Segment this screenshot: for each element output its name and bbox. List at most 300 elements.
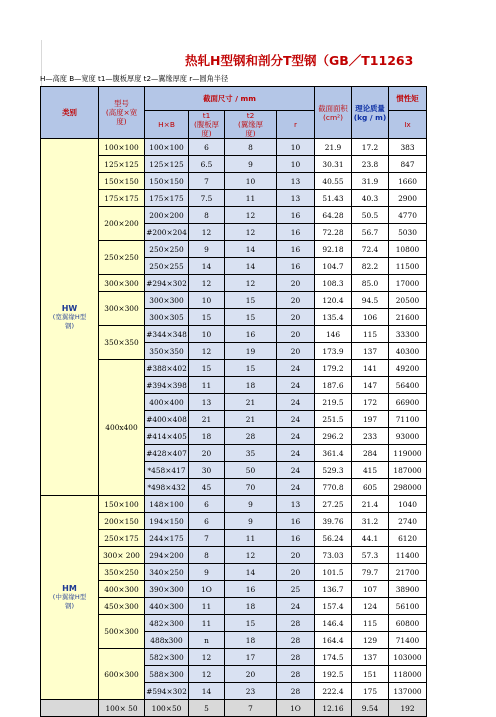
r-cell: 16 [277,241,315,258]
mass-cell: 115 [352,615,389,632]
r-cell: 13 [277,190,315,207]
r-cell: 20 [277,547,315,564]
mass-cell: 106 [352,309,389,326]
hxb-cell: 440×300 [145,598,189,615]
area-cell: 192.5 [315,666,352,683]
t2-cell: 20 [225,666,277,683]
category-hm-label: HM [62,584,77,593]
model-cell: 300×300 [99,275,145,292]
r-cell: 16 [277,258,315,275]
ix-cell: 298000 [389,479,427,496]
mass-cell: 175 [352,683,389,700]
t1-cell: 18 [189,428,225,445]
header-category: 类别 [41,87,99,139]
hxb-cell: 300×300 [145,292,189,309]
r-cell: 28 [277,666,315,683]
mass-cell: 31.9 [352,173,389,190]
hxb-cell: 100×50 [145,700,189,717]
t2-cell: 7 [225,700,277,717]
area-cell: 529.3 [315,462,352,479]
t2-cell: 17 [225,649,277,666]
t1-cell: 9 [189,564,225,581]
r-cell: 20 [277,343,315,360]
mass-cell: 151 [352,666,389,683]
mass-cell: 415 [352,462,389,479]
model-group-cell: 350×350 [99,326,145,360]
r-cell: 24 [277,462,315,479]
t1-cell: 1O [189,581,225,598]
symbol-legend: H—高度 B—宽度 t1—腹板厚度 t2—翼缘厚度 r—圆角半径 [40,74,229,83]
table-row [41,649,427,666]
mass-cell: 197 [352,411,389,428]
r-cell: 20 [277,326,315,343]
ix-cell: 119000 [389,445,427,462]
t2-cell: 9 [225,513,277,530]
mass-cell: 141 [352,360,389,377]
r-cell: 20 [277,309,315,326]
r-cell: 20 [277,292,315,309]
mass-cell: 40.3 [352,190,389,207]
t2-cell: 16 [225,326,277,343]
model-group-cell: 500×300 [99,615,145,649]
r-cell: 24 [277,445,315,462]
ix-cell: 66900 [389,394,427,411]
hxb-cell: 390×300 [145,581,189,598]
mass-cell: 137 [352,649,389,666]
hxb-cell: 482×300 [145,615,189,632]
mass-cell: 115 [352,326,389,343]
mass-cell: 23.8 [352,156,389,173]
hxb-cell: #344×348 [145,326,189,343]
mass-cell: 57.3 [352,547,389,564]
t2-cell: 18 [225,598,277,615]
ix-cell: 187000 [389,462,427,479]
model-cell: 175×175 [99,190,145,207]
t2-cell: 12 [225,207,277,224]
r-cell: 25 [277,581,315,598]
table-row [41,241,427,258]
hxb-cell: #388×402 [145,360,189,377]
area-cell: 51.43 [315,190,352,207]
t1-cell: 7 [189,173,225,190]
mass-cell: 172 [352,394,389,411]
area-cell: 108.3 [315,275,352,292]
mass-cell: 137 [352,343,389,360]
t1-cell: 14 [189,683,225,700]
t2-cell: 50 [225,462,277,479]
area-cell: 92.18 [315,241,352,258]
mass-cell: 94.5 [352,292,389,309]
r-cell: 24 [277,598,315,615]
ix-cell: 60800 [389,615,427,632]
area-cell: 73.03 [315,547,352,564]
t1-cell: 6 [189,513,225,530]
r-cell: 20 [277,275,315,292]
t2-cell: 12 [225,275,277,292]
table-row [41,326,427,343]
table-row [41,496,427,513]
ix-cell: 38900 [389,581,427,598]
t2-cell: 12 [225,224,277,241]
model-group-cell: 250×250 [99,241,145,275]
t1-cell: 8 [189,207,225,224]
header-ix: Ix [389,111,427,139]
t2-cell: 15 [225,615,277,632]
model-cell: 450×300 [99,598,145,615]
t2-cell: 19 [225,343,277,360]
area-cell: 187.6 [315,377,352,394]
ix-cell: 49200 [389,360,427,377]
r-cell: 28 [277,649,315,666]
mass-cell: 129 [352,632,389,649]
mass-cell: 147 [352,377,389,394]
t2-cell: 11 [225,190,277,207]
ix-cell: 56400 [389,377,427,394]
header-area: 截面面积 (cm²) [315,87,352,139]
hxb-cell: 582×300 [145,649,189,666]
mass-cell: 72.4 [352,241,389,258]
r-cell: 24 [277,479,315,496]
ix-cell: 10800 [389,241,427,258]
hxb-cell: 200×200 [145,207,189,224]
t2-cell: 14 [225,564,277,581]
t2-cell: 28 [225,428,277,445]
area-cell: 146 [315,326,352,343]
t2-cell: 15 [225,309,277,326]
category-empty-cell [41,700,99,717]
header-section-dims: 截面尺寸 / mm [145,87,315,111]
category-hw-desc: (宽翼缘H型 钢) [52,312,87,330]
mass-cell: 31.2 [352,513,389,530]
t1-cell: 20 [189,445,225,462]
t2-cell: 15 [225,360,277,377]
area-cell: 179.2 [315,360,352,377]
ix-cell: 4770 [389,207,427,224]
category-hw [41,139,99,496]
mass-cell: 44.1 [352,530,389,547]
category-hm [41,496,99,700]
area-cell: 770.8 [315,479,352,496]
table-row [41,190,427,207]
ix-cell: 40300 [389,343,427,360]
t1-cell: 45 [189,479,225,496]
header-inertia: 惯性矩 [389,87,427,111]
mass-cell: 107 [352,581,389,598]
ix-cell: 17000 [389,275,427,292]
table-row [41,598,427,615]
t2-cell: 23 [225,683,277,700]
model-cell: 250×175 [99,530,145,547]
model-cell: 200×150 [99,513,145,530]
model-cell: 100× 50 [99,700,145,717]
ix-cell: 383 [389,139,427,156]
table-row [41,360,427,377]
hxb-cell: 294×200 [145,547,189,564]
t1-cell: 12 [189,275,225,292]
model-cell: 150×100 [99,496,145,513]
steel-table [40,86,427,717]
model-group-cell: 300×300 [99,292,145,326]
ix-cell: 71100 [389,411,427,428]
t1-cell: 12 [189,224,225,241]
mass-cell: 21.4 [352,496,389,513]
ix-cell: 5030 [389,224,427,241]
r-cell: 13 [277,173,315,190]
area-cell: 30.31 [315,156,352,173]
r-cell: 28 [277,632,315,649]
ix-cell: 20500 [389,292,427,309]
area-cell: 251.5 [315,411,352,428]
model-cell: 300× 200 [99,547,145,564]
t1-cell: 11 [189,377,225,394]
r-cell: 24 [277,360,315,377]
r-cell: 16 [277,530,315,547]
mass-cell: 17.2 [352,139,389,156]
ix-cell: 118000 [389,666,427,683]
t1-cell: 11 [189,598,225,615]
t1-cell: 30 [189,462,225,479]
r-cell: 13 [277,496,315,513]
t2-cell: 14 [225,241,277,258]
area-cell: 72.28 [315,224,352,241]
t1-cell: 5 [189,700,225,717]
t1-cell: 13 [189,394,225,411]
t1-cell: 7.5 [189,190,225,207]
hxb-cell: 100×100 [145,139,189,156]
table-row [41,275,427,292]
t1-cell: 7 [189,530,225,547]
hxb-cell: 125×125 [145,156,189,173]
t2-cell: 11 [225,530,277,547]
area-cell: 135.4 [315,309,352,326]
table-row [41,207,427,224]
t1-cell: 10 [189,326,225,343]
mass-cell: 124 [352,598,389,615]
table-row [41,564,427,581]
area-cell: 146.4 [315,615,352,632]
t2-cell: 21 [225,411,277,428]
ix-cell: 33300 [389,326,427,343]
area-cell: 12.16 [315,700,352,717]
model-cell: 125×125 [99,156,145,173]
t1-cell: 11 [189,615,225,632]
hxb-cell: *458×417 [145,462,189,479]
mass-cell: 284 [352,445,389,462]
hxb-cell: 488x300 [145,632,189,649]
area-cell: 173.9 [315,343,352,360]
r-cell: 1O [277,700,315,717]
r-cell: 10 [277,156,315,173]
hxb-cell: #428×407 [145,445,189,462]
mass-cell: 85.0 [352,275,389,292]
r-cell: 24 [277,377,315,394]
hxb-cell: #394×398 [145,377,189,394]
mass-cell: 50.5 [352,207,389,224]
table-row [41,156,427,173]
ix-cell: 192 [389,700,427,717]
t2-cell: 8 [225,139,277,156]
t2-cell: 18 [225,377,277,394]
header-t2: t2 (翼缘厚 度) [225,111,277,139]
ix-cell: 71400 [389,632,427,649]
t2-cell: 9 [225,156,277,173]
ix-cell: 103000 [389,649,427,666]
r-cell: 16 [277,207,315,224]
area-cell: 164.4 [315,632,352,649]
model-group-cell: 400x400 [99,360,145,496]
r-cell: 16 [277,224,315,241]
t1-cell: 12 [189,649,225,666]
table-row [41,530,427,547]
ix-cell: 2900 [389,190,427,207]
hxb-cell: 300×305 [145,309,189,326]
hxb-cell: 150×150 [145,173,189,190]
table-row [41,292,427,309]
ix-cell: 93000 [389,428,427,445]
header-hxb: H×B [145,111,189,139]
t2-cell: 18 [225,632,277,649]
t2-cell: 10 [225,173,277,190]
area-cell: 136.7 [315,581,352,598]
r-cell: 16 [277,513,315,530]
hxb-cell: 194×150 [145,513,189,530]
area-cell: 101.5 [315,564,352,581]
mass-cell: 9.54 [352,700,389,717]
r-cell: 24 [277,411,315,428]
area-cell: 219.5 [315,394,352,411]
t1-cell: 6.5 [189,156,225,173]
area-cell: 40.55 [315,173,352,190]
hxb-cell: 588×300 [145,666,189,683]
category-hm-desc: (中翼缘H型 钢) [52,593,87,610]
r-cell: 28 [277,615,315,632]
area-cell: 120.4 [315,292,352,309]
area-cell: 361.4 [315,445,352,462]
ix-cell: 21700 [389,564,427,581]
hxb-cell: #594×302 [145,683,189,700]
ix-cell: 11500 [389,258,427,275]
t2-cell: 14 [225,258,277,275]
ix-cell: 847 [389,156,427,173]
t2-cell: 12 [225,547,277,564]
mass-cell: 82.2 [352,258,389,275]
t1-cell: 21 [189,411,225,428]
header-t1: t1 (腹板厚度) [189,111,225,139]
hxb-cell: *498×432 [145,479,189,496]
t1-cell: 8 [189,547,225,564]
hxb-cell: 148×100 [145,496,189,513]
table-row [41,173,427,190]
t2-cell: 9 [225,496,277,513]
ix-cell: 137000 [389,683,427,700]
mass-cell: 233 [352,428,389,445]
ix-cell: 56100 [389,598,427,615]
t1-cell: 12 [189,666,225,683]
r-cell: 20 [277,564,315,581]
t1-cell: 12 [189,343,225,360]
table-row [41,513,427,530]
table-row [41,139,427,156]
ix-cell: 21600 [389,309,427,326]
hxb-cell: 400×400 [145,394,189,411]
ix-cell: 6120 [389,530,427,547]
table-row [41,581,427,598]
header-mass: 理论质量 (kg / m) [352,87,389,139]
area-cell: 296.2 [315,428,352,445]
r-cell: 24 [277,428,315,445]
area-cell: 21.9 [315,139,352,156]
mass-cell: 56.7 [352,224,389,241]
model-cell: 100×100 [99,139,145,156]
area-cell: 27.25 [315,496,352,513]
hxb-cell: 250×250 [145,241,189,258]
t1-cell: 15 [189,309,225,326]
t1-cell: 15 [189,360,225,377]
hxb-cell: #294×302 [145,275,189,292]
hxb-cell: #400×408 [145,411,189,428]
area-cell: 64.28 [315,207,352,224]
area-cell: 104.7 [315,258,352,275]
model-cell: 400×300 [99,581,145,598]
t1-cell: 14 [189,258,225,275]
hxb-cell: 250×255 [145,258,189,275]
hxb-cell: #414×405 [145,428,189,445]
category-hw-label: HW [61,303,78,313]
area-cell: 39.76 [315,513,352,530]
area-cell: 157.4 [315,598,352,615]
t1-cell: 6 [189,496,225,513]
ix-cell: 1040 [389,496,427,513]
r-cell: 10 [277,139,315,156]
table-row [41,700,427,717]
mass-cell: 605 [352,479,389,496]
area-cell: 174.5 [315,649,352,666]
area-cell: 222.4 [315,683,352,700]
hxb-cell: 175×175 [145,190,189,207]
t2-cell: 35 [225,445,277,462]
t1-cell: n [189,632,225,649]
sheet-title: 热轧H型钢和剖分T型钢（GB／T11263 [185,53,414,68]
hxb-cell: 340×250 [145,564,189,581]
r-cell: 28 [277,683,315,700]
header-row-1 [41,87,427,111]
model-group-cell: 600×300 [99,649,145,700]
ix-cell: 1660 [389,173,427,190]
t2-cell: 16 [225,581,277,598]
hxb-cell: 244×175 [145,530,189,547]
ix-cell: 2740 [389,513,427,530]
t2-cell: 15 [225,292,277,309]
area-cell: 56.24 [315,530,352,547]
table-row [41,615,427,632]
model-cell: 150×150 [99,173,145,190]
t1-cell: 10 [189,292,225,309]
header-model: 型号 (高度×宽 度) [99,87,145,139]
ix-cell: 11400 [389,547,427,564]
t1-cell: 9 [189,241,225,258]
r-cell: 24 [277,394,315,411]
mass-cell: 79.7 [352,564,389,581]
model-cell: 350×250 [99,564,145,581]
t1-cell: 6 [189,139,225,156]
t2-cell: 21 [225,394,277,411]
header-r: r [277,111,315,139]
hxb-cell: #200×204 [145,224,189,241]
model-group-cell: 200×200 [99,207,145,241]
hxb-cell: 350×350 [145,343,189,360]
t2-cell: 70 [225,479,277,496]
table-row [41,547,427,564]
